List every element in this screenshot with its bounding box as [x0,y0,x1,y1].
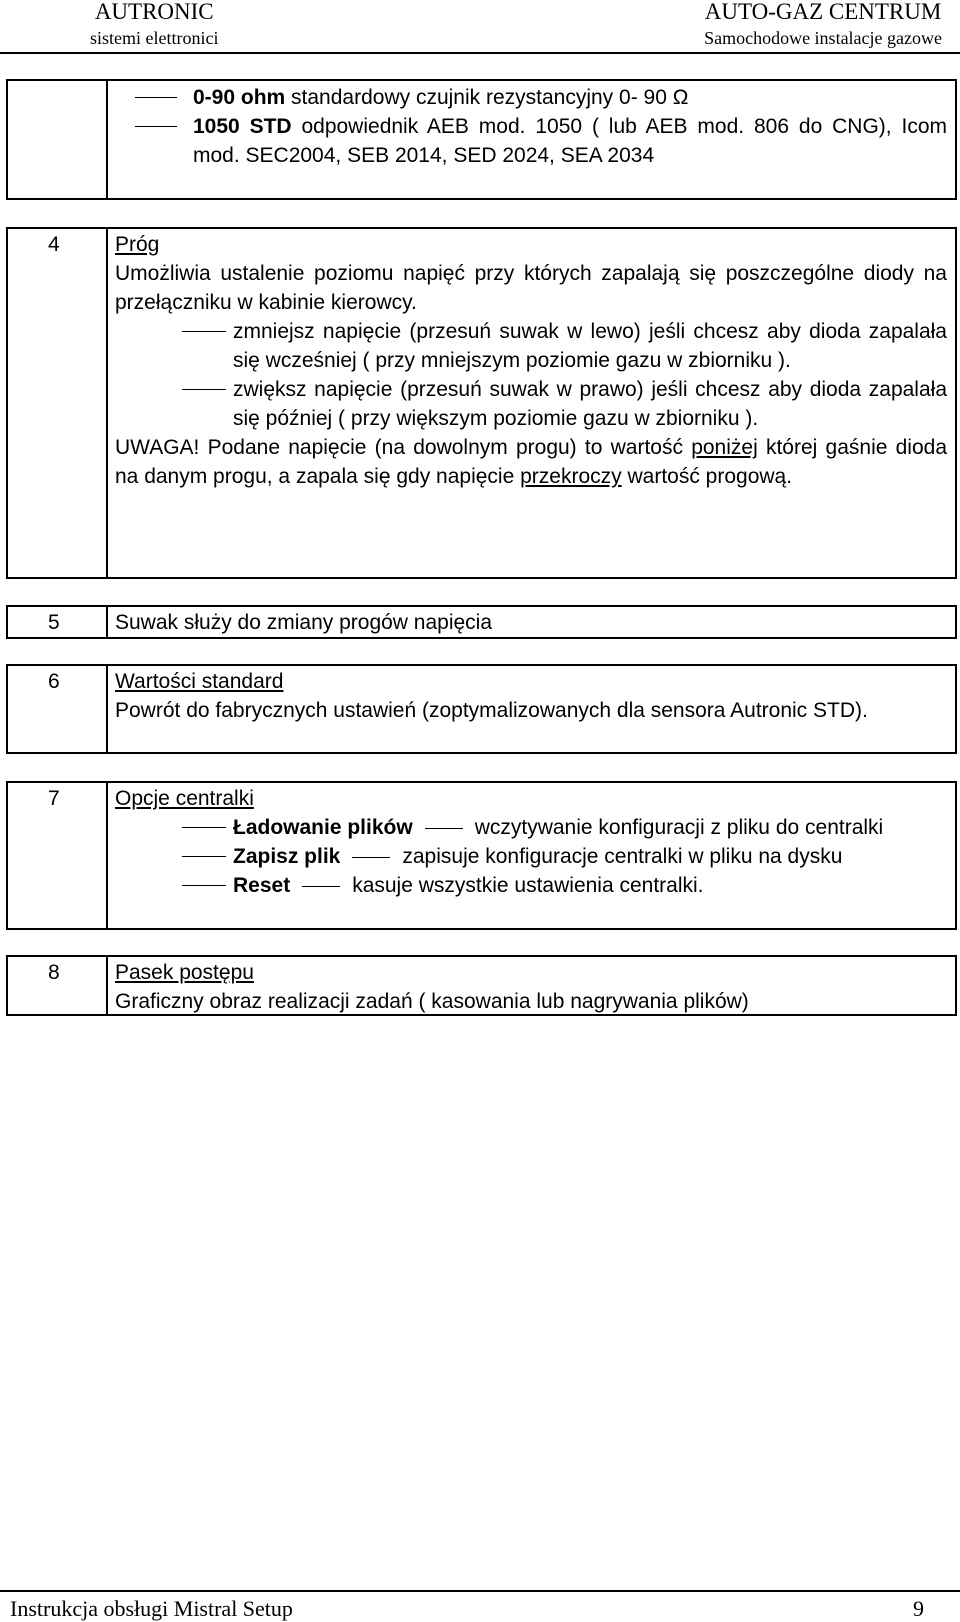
header-right-title: AUTO-GAZ CENTRUM [704,0,942,24]
row-number-cell [8,81,108,198]
table-row-4 [6,227,957,579]
row-description: Umożliwia ustalenie poziomu napięć przy których zapalają się poszczególne diody na przełączniku w kabinie kierowcy. [115,262,947,314]
row-content [108,666,955,752]
row-description: Powrót do fabrycznych ustawień (zoptymalizowanych dla sensora Autronic STD). [115,699,868,722]
sensor-name: 1050 STD [193,115,292,138]
list-item: zmniejsz napięcie (przesuń suwak w lewo) jeśli chcesz aby dioda zapalała się wcześniej ( przy mniejszym poziomie gazu w zbiorniku ). [115,317,947,375]
row-description: Graficzny obraz realizacji zadań ( kasowania lub nagrywania plików) [115,990,749,1013]
header-left-subtitle: sistemi elettronici [90,28,219,48]
dash-marker [115,317,233,375]
option-desc: wczytywanie konfiguracji z pliku do centralki [474,816,884,839]
table-row-5 [6,605,957,639]
sensor-desc: odpowiednik AEB mod. 1050 ( lub AEB mod. 806 do CNG), Icom mod. SEC2004, SEB 2014, SED 2024, SEA 2034 [193,115,947,167]
table-row-continued [6,79,957,200]
warning-note: UWAGA! Podane napięcie (na dowolnym progu) to wartość poniżej której gaśnie dioda na danym progu, a zapala się gdy napięcie przekroczy wartość progową. [115,436,948,488]
dash-marker [115,112,193,170]
table-row-6 [6,664,957,754]
dash-marker [115,871,233,900]
dash-marker [115,842,233,871]
list-item [115,871,947,900]
list-item [115,842,947,871]
row-content [108,81,955,198]
row-content [108,783,955,928]
row-number: 7 [8,783,108,928]
row-number: 4 [8,229,108,577]
row-title: Wartości standard [115,670,284,693]
row-title: Pasek postępu [115,961,254,984]
option-name: Reset [233,874,291,897]
row-content [108,229,955,577]
option-desc: zapisuje konfiguracje centralki w pliku na dysku [402,845,843,868]
dash-marker [115,375,233,433]
sensor-desc: standardowy czujnik rezystancyjny 0- 90 Ω [285,86,689,109]
dash-marker [115,83,193,112]
row-number: 5 [8,607,108,637]
list-item: zwiększ napięcie (przesuń suwak w prawo) jeśli chcesz aby dioda zapalała się później ( przy większym poziomie gazu w zbiorniku ). [115,375,947,433]
row-title: Opcje centralki [115,787,254,810]
page-header [0,0,960,54]
footer-title: Instrukcja obsługi Mistral Setup [10,1596,293,1621]
list-item [115,83,947,112]
table-row-7 [6,781,957,930]
header-right [704,0,942,48]
header-left [90,0,218,48]
row-content [108,957,955,1014]
sensor-name: 0-90 ohm [193,86,286,109]
page-number: 9 [913,1596,924,1621]
header-left-title: AUTRONIC [94,0,214,24]
page-footer [0,1590,960,1621]
option-name: Zapisz plik [233,845,341,868]
row-number: 8 [8,957,108,1014]
dash-marker [302,886,340,887]
row-number: 6 [8,666,108,752]
table-row-8 [6,955,957,1016]
list-item [115,112,947,170]
row-title: Próg [115,233,160,256]
dash-marker [352,857,390,858]
option-desc: kasuje wszystkie ustawienia centralki. [352,874,704,897]
dash-marker [425,828,463,829]
row-text: Suwak służy do zmiany progów napięcia [115,611,493,634]
option-name: Ładowanie plików [233,816,413,839]
list-item [115,813,947,842]
header-right-subtitle: Samochodowe instalacje gazowe [704,28,942,48]
dash-marker [115,813,233,842]
